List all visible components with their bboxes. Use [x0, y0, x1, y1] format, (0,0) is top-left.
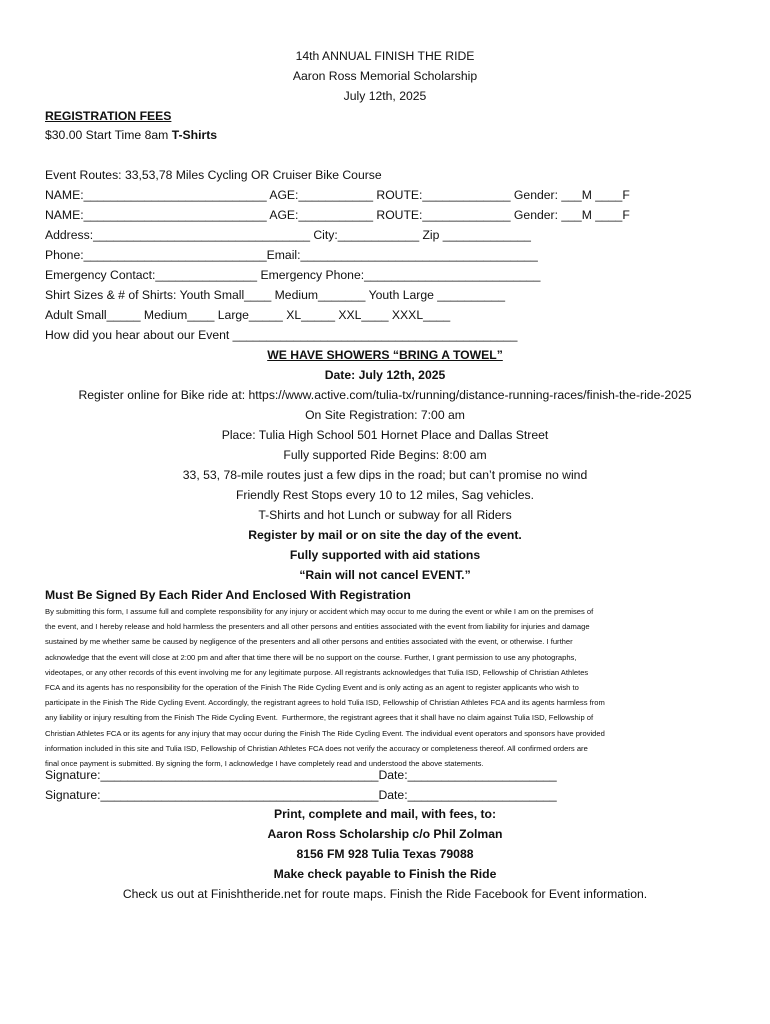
event-routes: Event Routes: 33,53,78 Miles Cycling OR Cruiser Bike Course — [45, 168, 382, 182]
rain-notice: “Rain will not cancel EVENT.” — [299, 568, 471, 582]
waiver-line: any liability or injury resulting from the Finish The Ride Cycling Event. Furthermore, the registrant agrees that it shall have no claim against Tulia ISD, Fellowship of — [45, 713, 594, 723]
waiver-line: the event, and I hereby release and hold harmless the presenters and all other persons and entities associated with the event from liability for injuries and damage — [45, 622, 590, 632]
waiver-line: acknowledge that the event will close at 2:00 pm and after that time there will be no support on the course. Further, I grant permission to use any photographs, — [45, 652, 577, 662]
emergency-contact-field[interactable]: Emergency Contact:_______________ Emergency Phone:__________________________ — [45, 268, 541, 282]
phone-email-field[interactable]: Phone:___________________________Email:___________________________________ — [45, 248, 538, 262]
name-field-2[interactable]: NAME:___________________________ AGE:___________ ROUTE:_____________ Gender: ___M ____F — [45, 208, 630, 222]
waiver-line: Christian Athletes FCA or its agents for any injury that may occur during the Finish The Ride Cycling Event. The individual event operators and sponsors have provided — [45, 728, 605, 738]
event-date-header: July 12th, 2025 — [343, 89, 427, 103]
waiver-heading: Must Be Signed By Each Rider And Enclosed With Registration — [45, 588, 411, 602]
waiver-line: By submitting this form, I assume full and complete responsibility for any injury or accident which may occur to me during the event or while I am on the premises of — [45, 607, 594, 616]
signature-field-2[interactable]: Signature:_________________________________________Date:______________________ — [45, 788, 557, 802]
fees-line — [45, 127, 217, 143]
fees-tshirts: T-Shirts — [171, 128, 218, 142]
onsite-registration: On Site Registration: 7:00 am — [305, 408, 465, 422]
address-field[interactable]: Address:________________________________ City:____________ Zip _____________ — [45, 228, 531, 242]
fees-text: $30.00 Start Time 8am — [45, 128, 172, 142]
website-info: Check us out at Finishtheride.net for route maps. Finish the Ride Facebook for Event information. — [122, 887, 648, 901]
name-field-1[interactable]: NAME:___________________________ AGE:___________ ROUTE:_____________ Gender: ___M ____F — [45, 188, 630, 202]
register-online-link[interactable]: Register online for Bike ride at: https://www.active.com/tulia-tx/running/distance-running-races/finish-the-ride-2025 — [78, 388, 692, 402]
event-date: Date: July 12th, 2025 — [324, 368, 446, 382]
mail-instructions: Print, complete and mail, with fees, to: — [273, 807, 497, 821]
mail-recipient: Aaron Ross Scholarship c/o Phil Zolman — [267, 827, 503, 841]
event-place: Place: Tulia High School 501 Hornet Place and Dallas Street — [221, 428, 549, 442]
waiver-text — [45, 604, 725, 771]
waiver-line: sustained by me whether same be caused by negligence of the presenters and all other persons and entities associated with the event, or otherwise. I further — [45, 637, 573, 647]
register-mail-notice: Register by mail or on site the day of the event. — [248, 528, 522, 542]
waiver-line: information included in this site and Tulia ISD, Fellowship of Christian Athletes FCA does not verify the accuracy or completeness thereof. All confirmed orders are — [45, 743, 588, 753]
check-payable: Make check payable to Finish the Ride — [273, 867, 497, 881]
lunch-info: T-Shirts and hot Lunch or subway for all Riders — [258, 508, 512, 522]
waiver-line: FCA and its agents has no responsibility for the operation of the Finish The Ride Cycling Event and is only acting as an agent to register applicants who wish to — [45, 683, 579, 693]
waiver-line: final once payment is submitted. By signing the form, I acknowledge I have completely read and understood the above statements. — [45, 759, 484, 769]
mail-address: 8156 FM 928 Tulia Texas 79088 — [296, 847, 474, 861]
event-subtitle: Aaron Ross Memorial Scholarship — [292, 69, 478, 83]
waiver-line: videotapes, or any other records of this event involving me for any legitimate purpose. All registrants acknowledges that Tulia ISD, Fellowship of Christian Athletes — [45, 667, 589, 677]
event-title: 14th ANNUAL FINISH THE RIDE — [295, 49, 475, 63]
aid-stations-notice: Fully supported with aid stations — [289, 548, 481, 562]
route-description: 33, 53, 78-mile routes just a few dips in the road; but can’t promise no wind — [182, 468, 588, 482]
showers-notice: WE HAVE SHOWERS “BRING A TOWEL” — [267, 348, 503, 362]
youth-shirt-sizes-field[interactable]: Shirt Sizes & # of Shirts: Youth Small____ Medium_______ Youth Large __________ — [45, 288, 506, 302]
fees-heading: REGISTRATION FEES — [45, 109, 172, 123]
adult-shirt-sizes-field[interactable]: Adult Small_____ Medium____ Large_____ XL_____ XXL____ XXXL____ — [45, 308, 451, 322]
how-did-you-hear-field[interactable]: How did you hear about our Event __________________________________________ — [45, 328, 518, 342]
signature-field-1[interactable]: Signature:_________________________________________Date:______________________ — [45, 768, 557, 782]
waiver-line: participate in the Finish The Ride Cycling Event. Accordingly, the registrant agrees to hold Tulia ISD, Fellowship of Christian Athletes FCA and its agents harmless from — [45, 698, 605, 708]
ride-begins: Fully supported Ride Begins: 8:00 am — [283, 448, 487, 462]
rest-stops: Friendly Rest Stops every 10 to 12 miles, Sag vehicles. — [235, 488, 535, 502]
